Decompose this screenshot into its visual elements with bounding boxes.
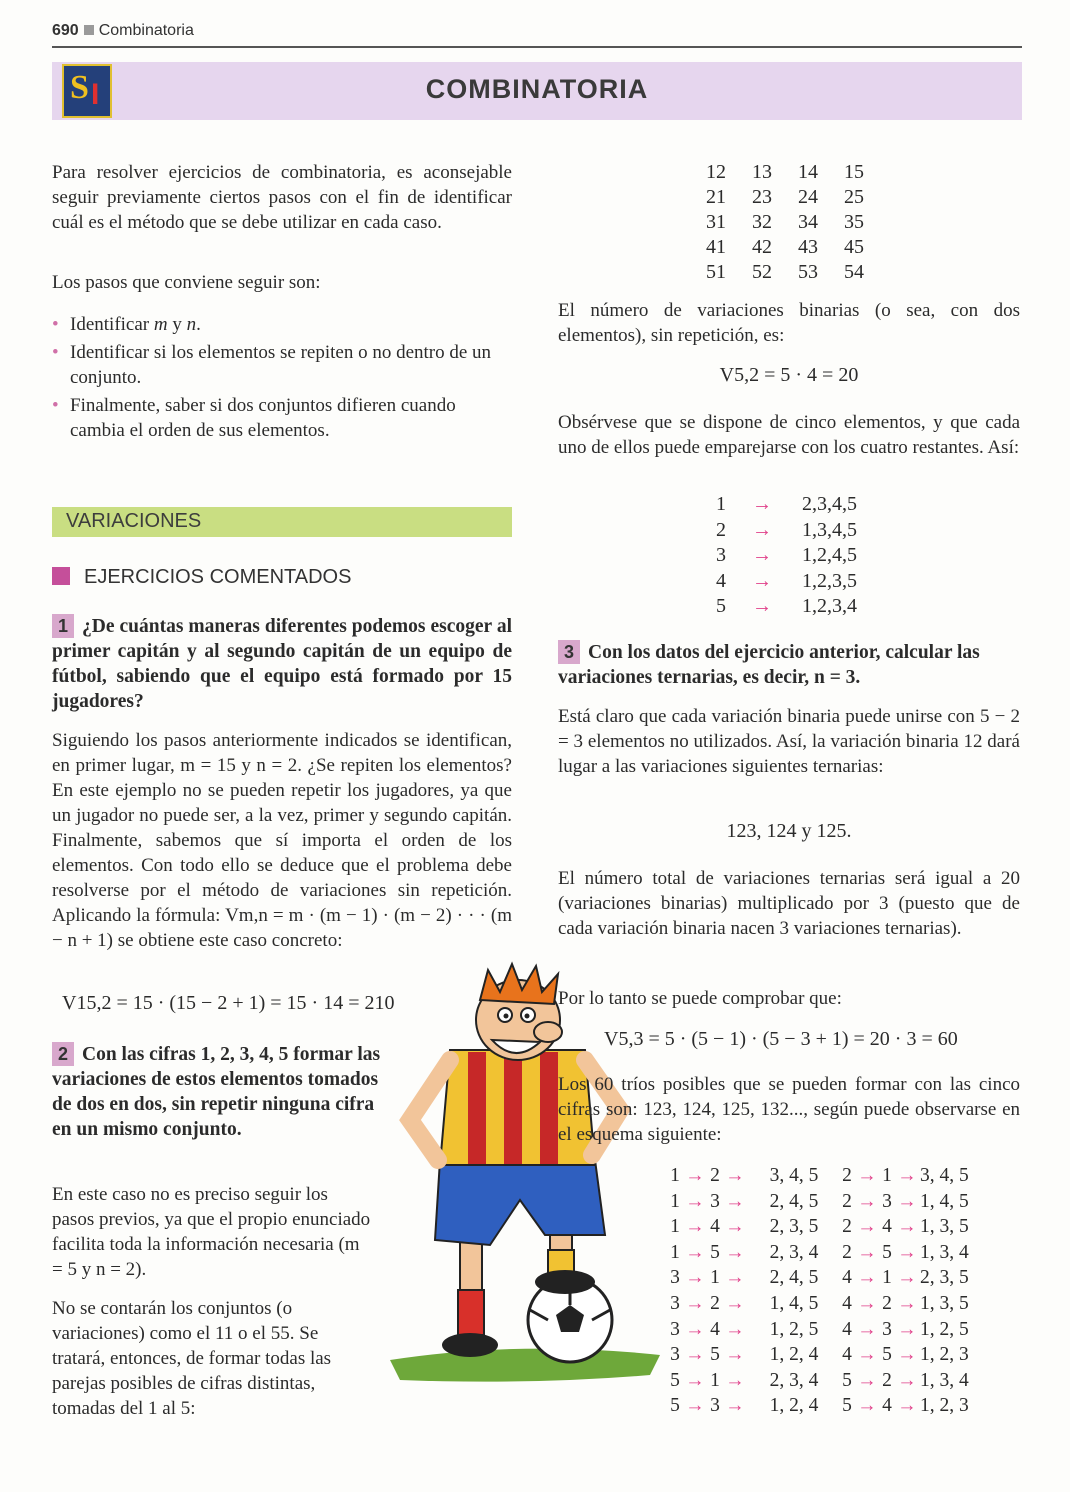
table-cell: 24 — [798, 186, 818, 208]
map-to: 1,3,4,5 — [802, 518, 857, 541]
arrow-icon: → — [685, 1369, 705, 1391]
pairing-map — [716, 492, 857, 620]
scheme-cell: 4 — [842, 1267, 852, 1289]
scheme-row — [668, 1214, 969, 1240]
exercise-3-answer-2: El número total de variaciones ternarias será igual a 20 (variaciones binarias) multiplicado por 3 (puesto que de cada variación binaria nacen 3 variaciones ternarias). — [558, 868, 1020, 939]
map-to: 1,2,3,4 — [802, 595, 857, 617]
table-cell: 35 — [844, 211, 864, 233]
table-row — [693, 185, 877, 210]
scheme-cell: 1, 3, 5 — [920, 1216, 969, 1238]
scheme-cell: 1 — [670, 1241, 680, 1263]
scheme-row — [668, 1163, 969, 1189]
exercise-3-answer-3: Por lo tanto se puede comprobar que: — [558, 988, 842, 1009]
exercise-1-question: 1 ¿De cuántas maneras diferentes podemos escoger al primer capitán y al segundo capitán de un equipo de fútbol, sabiendo que el equipo está formado por 15 jugadores? — [52, 616, 512, 712]
arrow-icon: → — [857, 1292, 877, 1314]
arrow-icon: → — [857, 1395, 877, 1417]
arrow-icon: → — [752, 595, 772, 617]
scheme-cell: 1 — [882, 1165, 892, 1186]
scheme-cell: 2 — [882, 1369, 892, 1391]
table-cell: 45 — [844, 236, 864, 258]
table-cell: 25 — [844, 186, 864, 208]
arrow-icon: → — [685, 1165, 705, 1186]
arrow-icon: → — [857, 1344, 877, 1366]
scheme-cell: 1, 2, 5 — [920, 1318, 969, 1340]
soccer-player-illustration — [380, 960, 670, 1400]
scheme-cell: 1 — [710, 1267, 720, 1289]
map-to: 1,2,4,5 — [802, 544, 857, 566]
scheme-cell: 1, 3, 4 — [920, 1369, 969, 1391]
section-bar — [52, 507, 512, 537]
page-title: COMBINATORIA — [425, 74, 649, 104]
table-cell: 32 — [752, 211, 772, 233]
scheme-row — [668, 1317, 969, 1343]
map-from: 1 — [716, 493, 726, 515]
scheme-cell: 5 — [882, 1344, 892, 1366]
scheme-cell: 3 — [670, 1344, 680, 1366]
arrow-icon: → — [725, 1267, 745, 1289]
map-to: 2,3,4,5 — [802, 493, 857, 515]
scheme-cell: 3 — [670, 1267, 680, 1289]
header-rule — [52, 46, 1022, 48]
steps-lead: Los pasos que conviene seguir son: — [52, 272, 321, 293]
title-banner — [52, 62, 1022, 120]
table-cell: 34 — [798, 211, 818, 233]
table-cell: 14 — [798, 161, 818, 183]
scheme-cell: 1, 2, 3 — [920, 1395, 969, 1417]
scheme-cell: 3 — [882, 1190, 892, 1212]
arrow-icon: → — [685, 1318, 705, 1340]
arrow-icon: → — [725, 1241, 745, 1263]
arrow-icon: → — [897, 1165, 917, 1186]
scheme-cell: 1, 4, 5 — [920, 1190, 969, 1212]
separator-square — [84, 25, 94, 35]
table-cell: 53 — [798, 261, 818, 283]
exercise-3-answer-1: Está claro que cada variación binaria puede unirse con 5 − 2 = 3 elementos no utilizados. Así, la variación binaria 12 dará lugar a las variaciones siguientes ternarias: — [558, 706, 1020, 777]
triples-scheme — [668, 1163, 969, 1419]
arrow-icon: → — [725, 1318, 745, 1340]
step-item: • Identificar m y n. — [52, 312, 512, 337]
subsection-heading — [52, 566, 351, 589]
arrow-icon: → — [752, 518, 772, 541]
page-number: 690 — [52, 22, 79, 39]
scheme-cell: 2 — [710, 1292, 720, 1314]
table-cell: 51 — [706, 261, 726, 283]
arrow-icon: → — [897, 1292, 917, 1314]
table-row — [693, 235, 877, 260]
section-title: VARIACIONES — [66, 510, 202, 532]
scheme-row — [668, 1291, 969, 1317]
arrow-icon: → — [857, 1267, 877, 1289]
scheme-cell: 1, 3, 5 — [920, 1292, 969, 1314]
table-row — [693, 260, 877, 285]
scheme-cell: 3, 4, 5 — [769, 1165, 819, 1186]
scheme-cell: 1, 2, 5 — [769, 1318, 819, 1340]
pink-square-icon — [52, 567, 70, 585]
running-section: Combinatoria — [98, 22, 194, 39]
arrow-icon: → — [857, 1216, 877, 1238]
exercise-2-question: 2 Con las cifras 1, 2, 3, 4, 5 formar las variaciones de estos elementos tomados de dos en dos, sin repetir ninguna cifra en un mismo conjunto. — [52, 1044, 381, 1140]
scheme-cell: 5 — [670, 1369, 680, 1391]
scheme-cell: 2 — [842, 1241, 852, 1263]
scheme-cell: 2 — [842, 1165, 852, 1186]
scheme-cell: 5 — [710, 1344, 720, 1366]
page-header — [52, 22, 194, 40]
arrow-icon: → — [897, 1267, 917, 1289]
table-row — [716, 569, 857, 595]
scheme-cell: 2, 3, 4 — [769, 1369, 819, 1391]
arrow-icon: → — [685, 1395, 705, 1417]
exercise-1-answer: Siguiendo los pasos anteriormente indicados se identifican, en primer lugar, m = 15 y n = 2. ¿Se repiten los elementos? En este ejemplo no se pueden repetir los jugadores, ya que un jugador no puede ser, a la vez, primer y segundo capitán. Finalmente, sabemos que sí importa el orden de los elementos. Con todo ello se deduce que el problema debe resolverse por el método de variaciones sin repetición. Aplicando la fórmula: Vm,n = m · (m − 1) · (m − 2) · · · (m − n + 1) se obtiene este caso concreto: — [52, 730, 512, 951]
arrow-icon: → — [897, 1395, 917, 1417]
exercise-2-answer-2: No se contarán los conjuntos (o variaciones) como el 11 o el 55. Se tratará, entonces, de formar todas las parejas posibles de cifras distintas, tomadas del 1 al 5: — [52, 1298, 332, 1419]
scheme-row — [668, 1342, 969, 1368]
arrow-icon: → — [685, 1292, 705, 1314]
table-cell: 41 — [706, 236, 726, 258]
v52-formula: V5,2 = 5 · 4 = 20 — [719, 364, 859, 386]
scheme-cell: 5 — [670, 1395, 680, 1417]
ternary-example: 123, 124 y 125. — [726, 820, 852, 842]
v53-formula: V5,3 = 5 · (5 − 1) · (5 − 3 + 1) = 20 · 3 = 60 — [604, 1028, 958, 1050]
scheme-cell: 1, 2, 4 — [769, 1344, 819, 1366]
exercise-1-formula: V15,2 = 15 · (15 − 2 + 1) = 15 · 14 = 210 — [62, 992, 395, 1014]
scheme-cell: 4 — [882, 1216, 892, 1238]
scheme-cell: 3 — [710, 1190, 720, 1212]
arrow-icon: → — [857, 1190, 877, 1212]
arrow-icon: → — [725, 1395, 745, 1417]
scheme-cell: 1 — [670, 1216, 680, 1238]
table-row — [716, 594, 857, 620]
exercise-number-badge: 2 — [52, 1042, 74, 1066]
arrow-icon: → — [897, 1190, 917, 1212]
arrow-icon: → — [897, 1216, 917, 1238]
observe-text: Obsérvese que se dispone de cinco elementos, y que cada uno de ellos puede emparejarse con los cuatro restantes. Así: — [558, 412, 1020, 458]
scheme-row — [668, 1265, 969, 1291]
scheme-cell: 4 — [842, 1318, 852, 1340]
map-from: 5 — [716, 595, 726, 617]
scheme-cell: 3 — [882, 1318, 892, 1340]
step-item: • Identificar si los elementos se repiten o no dentro de un conjunto. — [52, 340, 512, 390]
count-text: El número de variaciones binarias (o sea, con dos elementos), sin repetición, es: — [558, 300, 1020, 346]
arrow-icon: → — [725, 1344, 745, 1366]
arrow-icon: → — [857, 1165, 877, 1186]
map-from: 2 — [716, 518, 726, 541]
scheme-cell: 4 — [842, 1344, 852, 1366]
arrow-icon: → — [897, 1344, 917, 1366]
scheme-cell: 3 — [710, 1395, 720, 1417]
scheme-cell: 1, 3, 4 — [920, 1241, 969, 1263]
table-cell: 15 — [844, 161, 864, 183]
table-cell: 54 — [844, 261, 864, 283]
scheme-cell: 1 — [710, 1369, 720, 1391]
arrow-icon: → — [725, 1190, 745, 1212]
scheme-cell: 2, 3, 5 — [769, 1216, 819, 1238]
scheme-row — [668, 1393, 969, 1419]
table-cell: 12 — [706, 161, 726, 183]
pairs-table — [693, 160, 877, 285]
subsection-title: EJERCICIOS COMENTADOS — [84, 566, 352, 588]
arrow-icon: → — [897, 1318, 917, 1340]
table-cell: 23 — [752, 186, 772, 208]
arrow-icon: → — [725, 1165, 745, 1186]
table-row — [716, 492, 857, 518]
exercise-3-question: 3 Con los datos del ejercicio anterior, calcular las variaciones ternarias, es decir, n = 3. — [558, 642, 980, 688]
scheme-cell: 4 — [710, 1318, 720, 1340]
step-item: • Finalmente, saber si dos conjuntos difieren cuando cambia el orden de sus elementos. — [52, 393, 512, 443]
steps-list — [52, 312, 512, 443]
intro-paragraph: Para resolver ejercicios de combinatoria, es aconsejable seguir previamente ciertos pasos con el fin de identificar cuál es el método que se debe utilizar en cada caso. — [52, 162, 512, 233]
scheme-cell: 2 — [710, 1165, 720, 1186]
map-from: 4 — [716, 569, 726, 592]
scheme-cell: 2 — [842, 1216, 852, 1238]
arrow-icon: → — [752, 493, 772, 515]
arrow-icon: → — [685, 1267, 705, 1289]
scheme-cell: 5 — [710, 1241, 720, 1263]
scheme-row — [668, 1368, 969, 1394]
table-cell: 42 — [752, 236, 772, 258]
arrow-icon: → — [752, 544, 772, 566]
table-row — [716, 518, 857, 544]
map-from: 3 — [716, 544, 726, 566]
arrow-icon: → — [752, 569, 772, 592]
arrow-icon: → — [897, 1369, 917, 1391]
scheme-cell: 1 — [670, 1165, 680, 1186]
exercise-number-badge: 1 — [52, 614, 74, 638]
arrow-icon: → — [857, 1241, 877, 1263]
scheme-cell: 1 — [670, 1190, 680, 1212]
scheme-cell: 2, 3, 5 — [920, 1267, 969, 1289]
scheme-cell: 4 — [882, 1395, 892, 1417]
map-to: 1,2,3,5 — [802, 569, 857, 592]
arrow-icon: → — [725, 1292, 745, 1314]
si-logo: S I — [62, 64, 112, 118]
table-cell: 31 — [706, 211, 726, 233]
scheme-cell: 1, 2, 3 — [920, 1344, 969, 1366]
scheme-cell: 1 — [882, 1267, 892, 1289]
scheme-cell: 1, 2, 4 — [769, 1395, 819, 1417]
arrow-icon: → — [685, 1241, 705, 1263]
table-row — [693, 210, 877, 235]
table-row — [693, 160, 877, 185]
scheme-row — [668, 1189, 969, 1215]
arrow-icon: → — [897, 1241, 917, 1263]
exercise-number-badge: 3 — [558, 640, 580, 664]
scheme-cell: 2, 4, 5 — [769, 1190, 819, 1212]
scheme-cell: 3 — [670, 1292, 680, 1314]
scheme-cell: 4 — [710, 1216, 720, 1238]
arrow-icon: → — [857, 1369, 877, 1391]
scheme-cell: 2 — [882, 1292, 892, 1314]
scheme-cell: 1, 4, 5 — [769, 1292, 819, 1314]
scheme-cell: 5 — [882, 1241, 892, 1263]
arrow-icon: → — [857, 1318, 877, 1340]
table-cell: 52 — [752, 261, 772, 283]
scheme-row — [668, 1240, 969, 1266]
exercise-3-answer-4: Los 60 tríos posibles que se pueden formar con las cinco cifras son: 123, 124, 125, 132..., según puede observarse en el esquema siguiente: — [558, 1074, 1020, 1145]
scheme-cell: 5 — [842, 1369, 852, 1391]
scheme-cell: 3 — [670, 1318, 680, 1340]
arrow-icon: → — [685, 1190, 705, 1212]
table-cell: 21 — [706, 186, 726, 208]
arrow-icon: → — [685, 1216, 705, 1238]
table-cell: 43 — [798, 236, 818, 258]
scheme-cell: 4 — [842, 1292, 852, 1314]
arrow-icon: → — [725, 1369, 745, 1391]
arrow-icon: → — [725, 1216, 745, 1238]
scheme-cell: 2 — [842, 1190, 852, 1212]
scheme-cell: 5 — [842, 1395, 852, 1417]
table-row — [716, 543, 857, 569]
scheme-cell: 2, 3, 4 — [769, 1241, 819, 1263]
arrow-icon: → — [685, 1344, 705, 1366]
table-cell: 13 — [752, 161, 772, 183]
scheme-cell: 2, 4, 5 — [769, 1267, 819, 1289]
scheme-cell: 3, 4, 5 — [920, 1165, 969, 1186]
exercise-2-answer-1: En este caso no es preciso seguir los pasos previos, ya que el propio enunciado facilita toda la información necesaria (m = 5 y n = 2). — [52, 1184, 371, 1280]
